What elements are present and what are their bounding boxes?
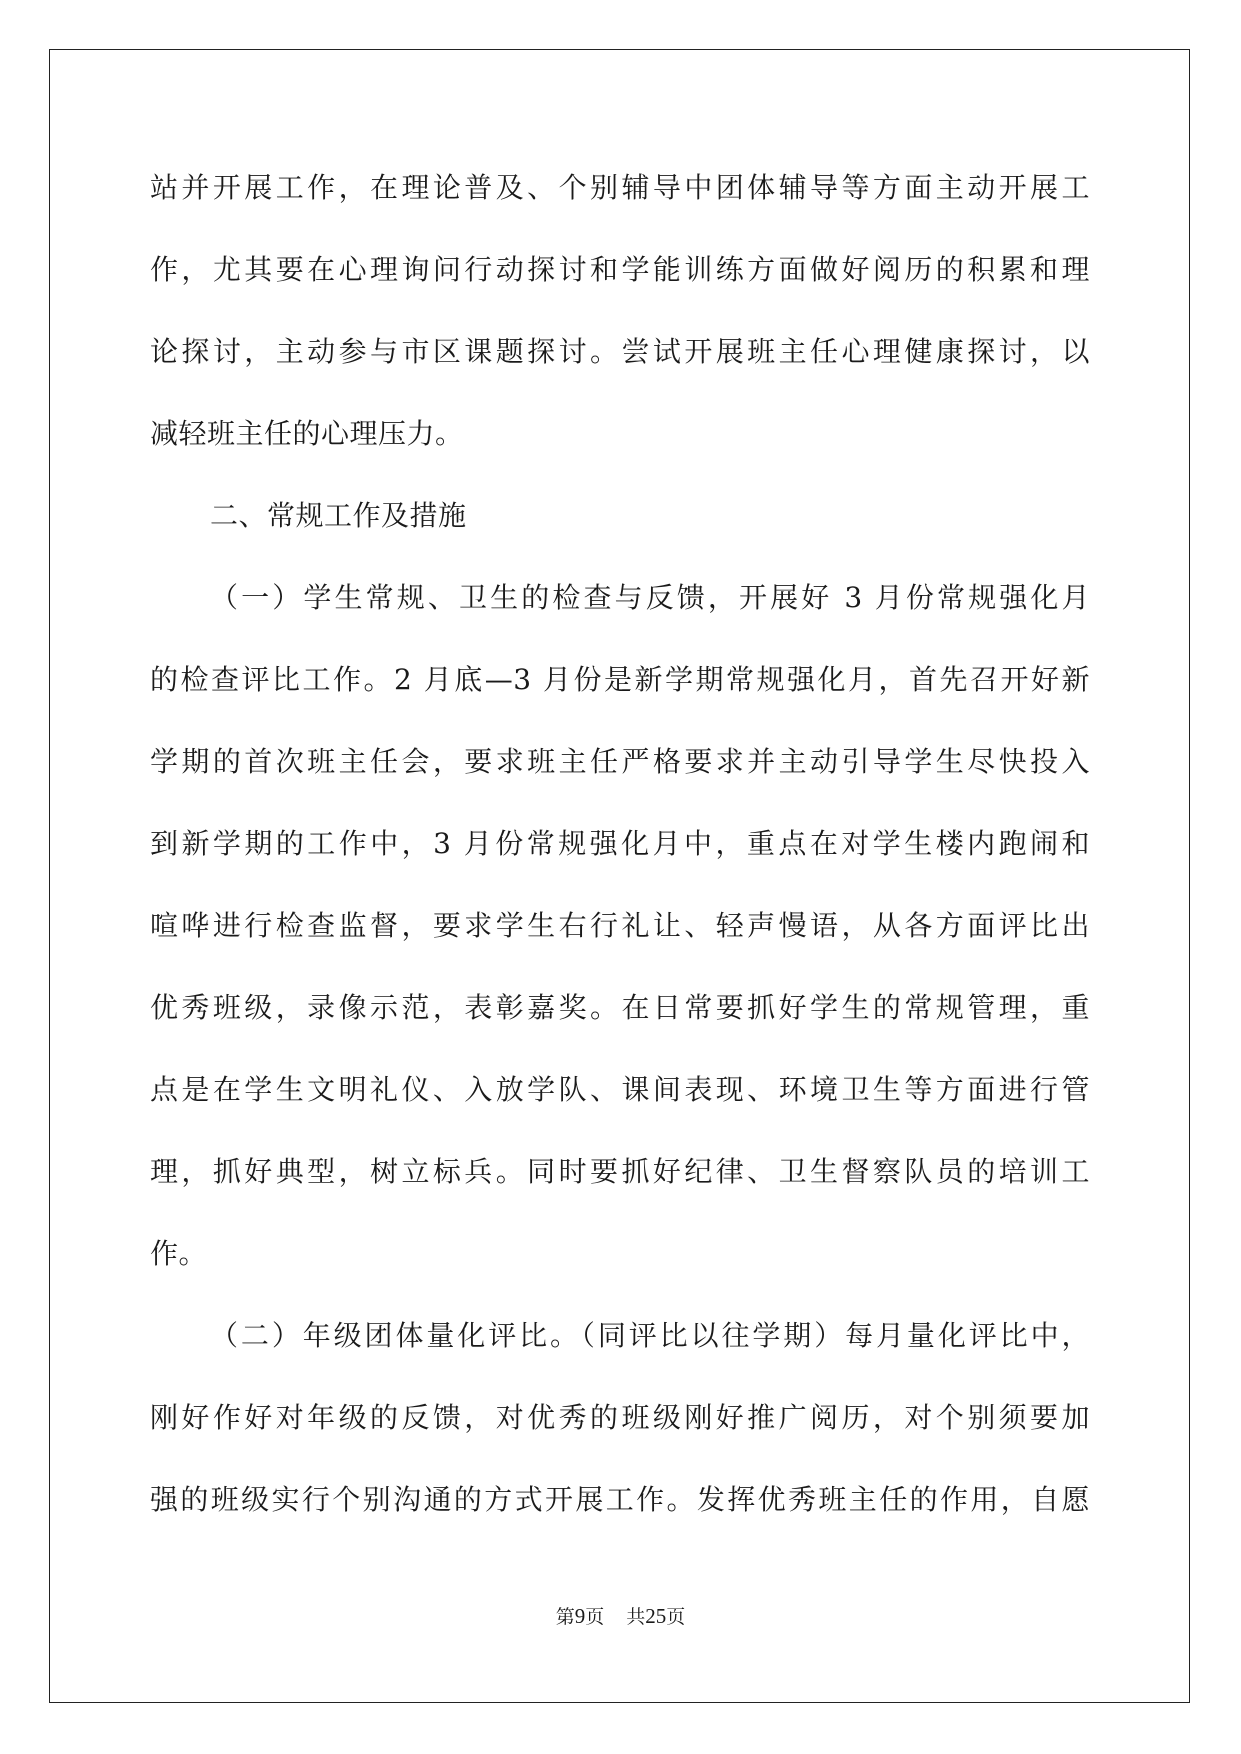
total-pages: 25: [645, 1604, 667, 1628]
page-prefix: 第: [555, 1606, 575, 1628]
paragraph-line: （二）年级团体量化评比。（同评比以往学期）每月量化评比中，: [210, 1319, 1090, 1352]
paragraph-line: 到新学期的工作中，3 月份常规强化月中，重点在对学生楼内跑闹和: [150, 827, 1090, 860]
section-heading: 二、常规工作及措施: [210, 499, 467, 532]
total-prefix: 共: [626, 1606, 646, 1628]
page-suffix: 页: [585, 1606, 605, 1628]
paragraph-line: 强的班级实行个别沟通的方式开展工作。发挥优秀班主任的作用，自愿: [150, 1483, 1090, 1516]
paragraph-line: 优秀班级，录像示范，表彰嘉奖。在日常要抓好学生的常规管理，重: [150, 991, 1090, 1024]
paragraph-line: 的检查评比工作。2 月底—3 月份是新学期常规强化月，首先召开好新: [150, 663, 1090, 696]
paragraph-line: （一）学生常规、卫生的检查与反馈，开展好 3 月份常规强化月: [210, 581, 1090, 614]
page-border: [49, 49, 1190, 1703]
paragraph-line: 作，尤其要在心理询问行动探讨和学能训练方面做好阅历的积累和理: [150, 253, 1090, 286]
total-suffix: 页: [666, 1606, 686, 1628]
paragraph-line: 喧哗进行检查监督，要求学生右行礼让、轻声慢语，从各方面评比出: [150, 909, 1090, 942]
paragraph-line: 理，抓好典型，树立标兵。同时要抓好纪律、卫生督察队员的培训工: [150, 1155, 1090, 1188]
paragraph-line: 学期的首次班主任会，要求班主任严格要求并主动引导学生尽快投入: [150, 745, 1090, 778]
paragraph-line: 点是在学生文明礼仪、入放学队、课间表现、环境卫生等方面进行管: [150, 1073, 1090, 1106]
page-footer: [0, 1603, 1241, 1630]
page-number: 9: [574, 1604, 586, 1628]
paragraph-line: 刚好作好对年级的反馈，对优秀的班级刚好推广阅历，对个别须要加: [150, 1401, 1090, 1434]
paragraph-line: 作。: [150, 1237, 208, 1270]
paragraph-line: 减轻班主任的心理压力。: [150, 417, 464, 450]
paragraph-line: 站并开展工作，在理论普及、个别辅导中团体辅导等方面主动开展工: [150, 171, 1090, 204]
paragraph-line: 论探讨，主动参与市区课题探讨。尝试开展班主任心理健康探讨，以: [150, 335, 1090, 368]
